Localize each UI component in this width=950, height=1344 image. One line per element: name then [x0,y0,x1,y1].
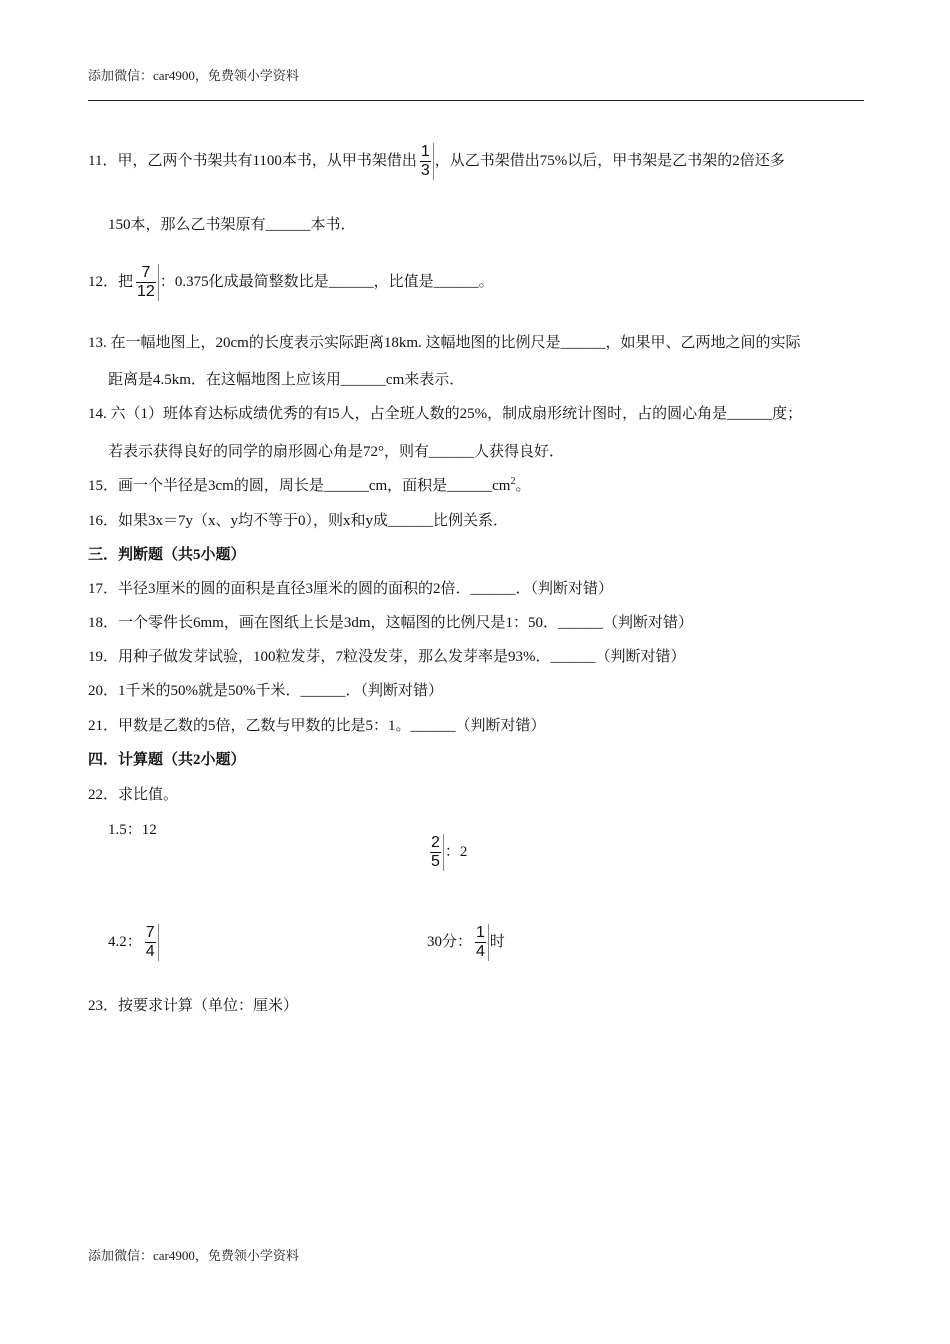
fraction-one-third: $\frac{1}{3}$ [418,143,434,180]
question-12-text-b: ：0.375化成最简整数比是______，比值是______。 [159,274,494,290]
fraction-seven-twelfths: $\frac{7}{12}$ [134,264,159,301]
question-19: 19．用种子做发芽试验，100粒发芽，7粒没发芽，那么发芽率是93%．______（判断对错） [88,649,686,665]
calc-item-3: 4.2： $\frac{7}{4}$ [108,920,160,964]
section-3-title: 三．判断题（共5小题） [88,547,246,563]
question-21: 21．甲数是乙数的5倍，乙数与甲数的比是5：1。______（判断对错） [88,718,546,734]
question-11-line-2: 150本，那么乙书架原有______本书． [108,217,356,233]
question-15: 15．画一个半径是3cm的圆，周长是______cm，面积是$\_\_\_\_\_\_cm^2$。 [88,476,531,494]
question-17: 17．半径3厘米的圆的面积是直径3厘米的圆的面积的2倍．______．（判断对错） [88,581,614,597]
question-14-line-2: 若表示获得良好的同学的扇形圆心角是72°，则有______人获得良好． [108,444,565,460]
question-22: 22．求比值。 [88,787,179,803]
question-20: 20．1千米的50%就是50%千米．______．（判断对错） [88,683,443,699]
superscript-two: 2 [510,476,516,487]
calc-item-1: 1.5：12 [108,822,157,838]
section-4-title: 四．计算题（共2小题） [88,752,246,768]
page-footer: 添加微信：car4900，免费领小学资料 [88,1248,299,1263]
calc-item-2: $\frac{2}{5}$ ：2 [427,830,467,874]
header-divider [88,100,864,101]
page-header: 添加微信：car4900，免费领小学资料 [88,68,299,83]
calc-item-4: 30分： $\frac{1}{4}$ 时 [427,924,505,961]
question-12-text-a: 12．把 [88,274,134,290]
fraction-two-fifths: $\frac{2}{5}$ [428,834,444,871]
question-11 [88,142,785,180]
question-11-text-b: ，从乙书架借出75%以后，甲书架是乙书架的2倍还多 [434,153,785,169]
fraction-one-fourth: $\frac{1}{4}$ [473,924,489,961]
question-14-line-1: 14. 六（1）班体育达标成绩优秀的有l5人，占全班人数的25%，制成扇形统计图时，占的圆心角是______度； [88,406,803,422]
question-12 [88,263,494,301]
question-11-text-a: 11．甲，乙两个书架共有1100本书，从甲书架借出 [88,153,417,169]
question-13-line-2: 距离是4.5km．在这幅地图上应该用______cm来表示． [108,372,465,388]
question-16: 16．如果3x＝7y（x、y均不等于0），则x和y成______比例关系． [88,513,509,529]
fraction-seven-fourths: $\frac{7}{4}$ [143,924,159,961]
question-23: 23．按要求计算（单位：厘米） [88,998,299,1014]
question-13-line-1: 13. 在一幅地图上，20cm的长度表示实际距离18km. 这幅地图的比例尺是______，如果甲、乙两地之间的实际 [88,335,801,351]
question-18: 18．一个零件长6mm，画在图纸上长是3dm，这幅图的比例尺是1：50．______（判断对错） [88,615,694,631]
